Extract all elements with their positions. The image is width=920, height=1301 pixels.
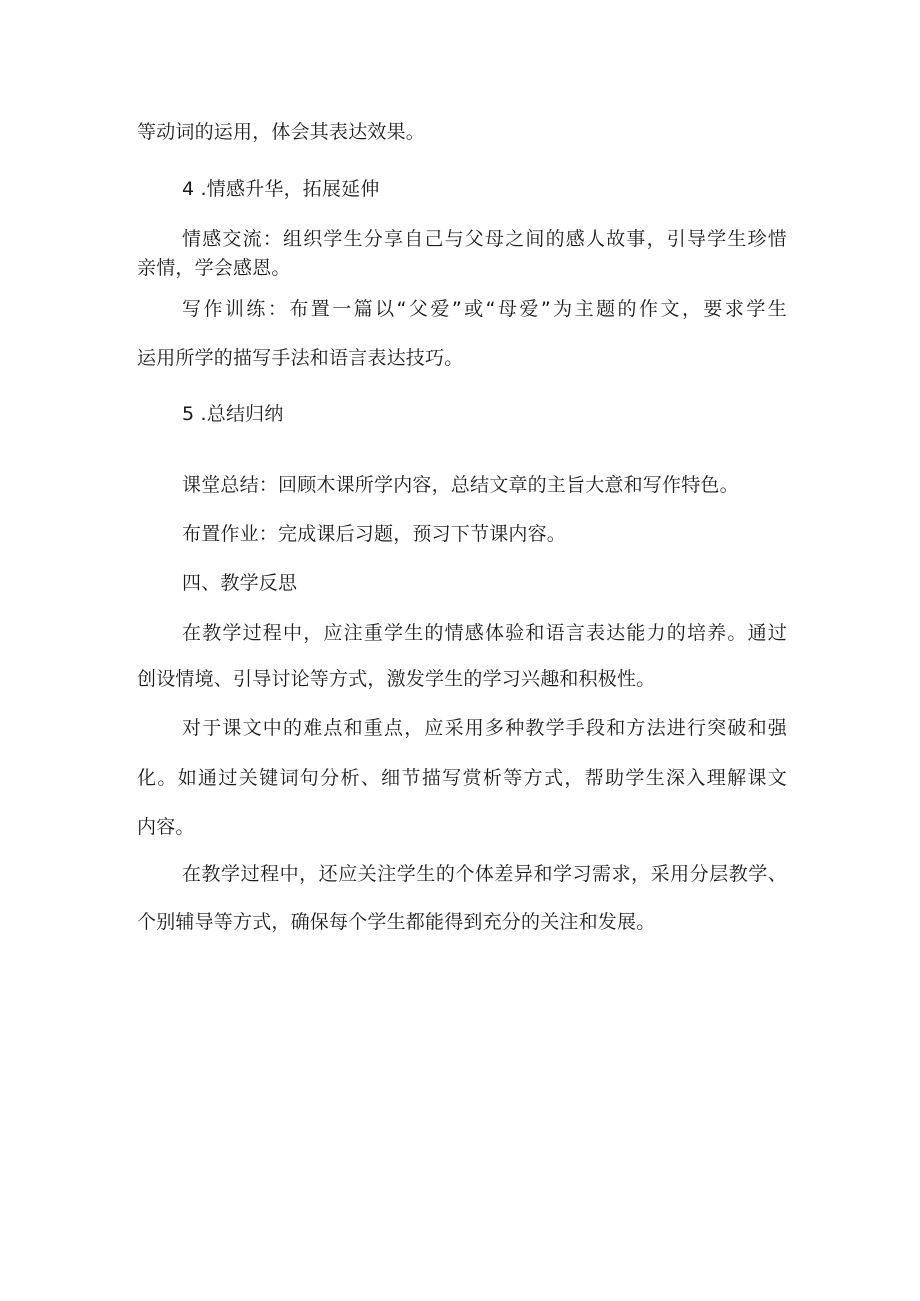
paragraph-line: 化。如通过关键词句分析、细节描写赏析等方式，帮助学生深入理解课文 xyxy=(137,767,787,789)
paragraph-line: 运用所学的描写手法和语言表达技巧。 xyxy=(137,347,464,369)
section-heading: 5 .总结归纳 xyxy=(182,403,284,425)
paragraph-line: 创设情境、引导讨论等方式，激发学生的学习兴趣和积极性。 xyxy=(137,668,656,690)
paragraph-line: 亲情，学会感恩。 xyxy=(137,257,291,279)
paragraph-line: 课堂总结：回顾木课所学内容，总结文章的主旨大意和写作特色。 xyxy=(182,474,739,496)
paragraph-line: 对于课文中的难点和重点，应采用多种教学手段和方法进行突破和强 xyxy=(182,717,787,739)
section-heading: 四、教学反思 xyxy=(182,572,298,594)
paragraph-line: 写作训练：布置一篇以“父爱”或“母爱”为主题的作文，要求学生 xyxy=(182,298,787,320)
paragraph-line: 在教学过程中，应注重学生的情感体验和语言表达能力的培养。通过 xyxy=(182,622,787,644)
paragraph-line: 布置作业：完成课后习题，预习下节课内容。 xyxy=(182,523,567,545)
paragraph-line: 等动词的运用，体会其表达效果。 xyxy=(137,121,426,143)
paragraph-line: 在教学过程中，还应关注学生的个体差异和学习需求，采用分层教学、 xyxy=(182,863,787,885)
paragraph-line: 情感交流：组织学生分享自己与父母之间的感人故事，引导学生珍惜 xyxy=(182,228,787,250)
section-heading: 4 .情感升华，拓展延伸 xyxy=(182,178,380,200)
paragraph-line: 内容。 xyxy=(137,816,195,838)
paragraph-line: 个别辅导等方式，确保每个学生都能得到充分的关注和发展。 xyxy=(137,911,656,933)
